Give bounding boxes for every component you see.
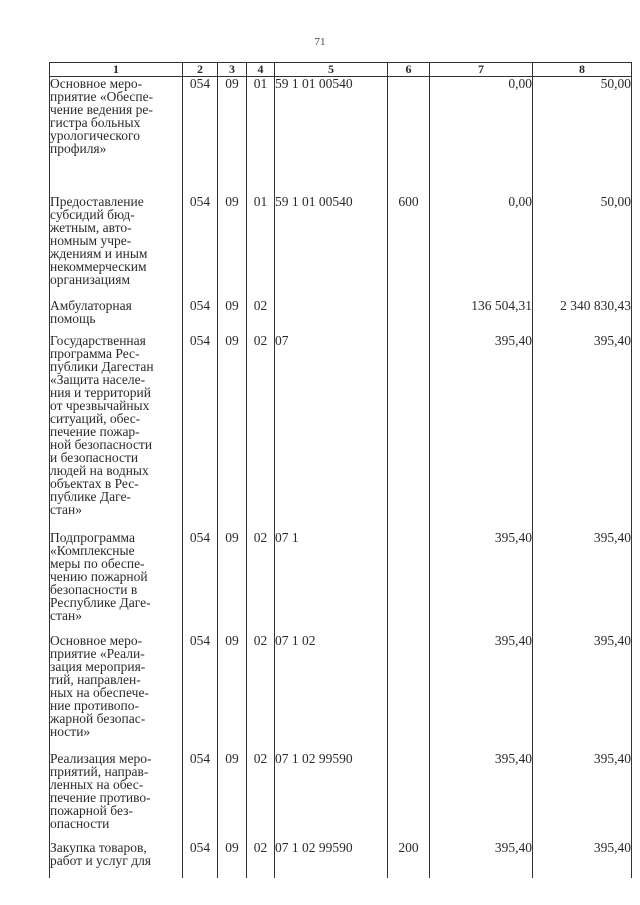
cell-expense-type [388,334,430,531]
cell-expense-type: 600 [388,195,430,299]
row-name-line: публики Дагестан [50,358,154,374]
row-name-line: чение ведения ре- [50,102,153,117]
row-name-line: публике Даге- [50,488,131,504]
cell-amount-8: 395,40 [533,634,632,752]
table-row [50,299,632,334]
row-name-line: Основное меро- [50,632,143,648]
table-row [50,531,632,634]
row-name-line: ности» [50,723,91,739]
row-name-line: ленных на обес- [50,776,144,792]
cell-subsection: 02 [247,634,275,752]
cell-amount-7: 0,00 [430,195,533,299]
cell-target-article: 07 1 [275,531,388,634]
cell-section: 09 [218,195,247,299]
row-name [50,195,183,299]
row-name-line: печение пожар- [50,423,140,439]
budget-table [49,62,632,878]
row-name [50,77,183,195]
cell-section: 09 [218,77,247,195]
cell-subsection: 02 [247,841,275,878]
row-name-line: ных на обеспече- [50,684,149,700]
cell-ministry-code: 054 [183,634,218,752]
cell-amount-7: 395,40 [430,841,533,878]
cell-ministry-code: 054 [183,77,218,195]
cell-target-article [275,299,388,334]
row-name-line: зация мероприя- [50,658,146,674]
row-name-line: от чрезвычайных [50,397,150,413]
row-name [50,841,183,878]
cell-target-article: 07 1 02 99590 [275,841,388,878]
cell-target-article: 07 1 02 99590 [275,752,388,841]
row-name-line: программа Рес- [50,345,140,361]
cell-subsection: 02 [247,299,275,334]
table-row [50,334,632,531]
row-name-line: и безопасности [50,449,139,465]
row-name-line: опасности [50,815,110,831]
cell-expense-type [388,634,430,752]
row-name-line: организациям [50,271,131,287]
cell-amount-8: 2 340 830,43 [533,299,632,334]
cell-amount-8: 50,00 [533,195,632,299]
row-name-line: жарной безопас- [50,710,146,726]
row-name-line: некоммерческим [50,258,147,274]
row-name-line: помощь [50,310,96,326]
row-name-line: субсидий бюд- [50,206,135,222]
column-header: 2 [183,63,218,77]
cell-ministry-code: 054 [183,195,218,299]
cell-section: 09 [218,531,247,634]
table-header-row [50,63,632,77]
row-name [50,752,183,841]
cell-ministry-code: 054 [183,299,218,334]
table-row [50,634,632,752]
cell-amount-7: 395,40 [430,634,533,752]
row-name-line: гистра больных [50,115,141,130]
row-name-line: тий, направлен- [50,671,141,687]
column-header: 1 [50,63,183,77]
cell-amount-7: 395,40 [430,752,533,841]
row-name-line: жетным, авто- [50,219,132,235]
cell-amount-7: 395,40 [430,531,533,634]
column-header: 4 [247,63,275,77]
row-name-line: Реализация меро- [50,750,152,766]
cell-amount-7: 0,00 [430,77,533,195]
cell-subsection: 01 [247,195,275,299]
row-name-line: ной безопасности [50,436,153,452]
cell-expense-type [388,299,430,334]
row-name-line: профиля» [50,141,107,156]
row-name-line: Амбулаторная [50,297,132,313]
row-name-line: работ и услуг для [50,852,152,868]
row-name-line: приятие «Обеспе- [50,89,154,104]
cell-expense-type [388,531,430,634]
row-name-line: людей на водных [50,462,149,478]
row-name-line: ние противопо- [50,697,139,713]
cell-subsection: 02 [247,531,275,634]
row-name-line: печение противо- [50,789,151,805]
cell-section: 09 [218,841,247,878]
row-name [50,531,183,634]
cell-amount-8: 395,40 [533,752,632,841]
row-name-line: Республике Даге- [50,594,151,610]
column-header: 7 [430,63,533,77]
row-name [50,634,183,752]
row-name-line: Государственная [50,332,146,348]
row-name-line: «Защита населе- [50,371,146,387]
table-row [50,195,632,299]
table-row [50,77,632,195]
column-header: 6 [388,63,430,77]
row-name-line: стан» [50,607,83,623]
cell-ministry-code: 054 [183,531,218,634]
cell-section: 09 [218,299,247,334]
column-header: 3 [218,63,247,77]
cell-expense-type: 200 [388,841,430,878]
row-name-line: чению пожарной [50,568,148,584]
row-name-line: «Комплексные [50,542,135,558]
row-name-line: приятие «Реали- [50,645,145,661]
cell-amount-8: 395,40 [533,334,632,531]
cell-subsection: 02 [247,752,275,841]
cell-ministry-code: 054 [183,334,218,531]
cell-amount-8: 395,40 [533,841,632,878]
row-name-line: Основное меро- [50,76,143,91]
column-header: 8 [533,63,632,77]
cell-amount-7: 136 504,31 [430,299,533,334]
row-name [50,334,183,531]
cell-ministry-code: 054 [183,841,218,878]
row-name-line: ния и территорий [50,384,151,400]
cell-amount-8: 50,00 [533,77,632,195]
cell-section: 09 [218,334,247,531]
cell-amount-7: 395,40 [430,334,533,531]
cell-section: 09 [218,634,247,752]
row-name-line: номным учре- [50,232,132,248]
row-name [50,299,183,334]
cell-ministry-code: 054 [183,752,218,841]
row-name-line: безопасности в [50,581,138,597]
table-row [50,841,632,878]
cell-expense-type [388,77,430,195]
row-name-line: ситуаций, обес- [50,410,141,426]
row-name-line: меры по обеспе- [50,555,145,571]
cell-target-article: 07 1 02 [275,634,388,752]
cell-target-article: 07 [275,334,388,531]
column-header: 5 [275,63,388,77]
cell-subsection: 02 [247,334,275,531]
cell-expense-type [388,752,430,841]
table-row [50,752,632,841]
row-name-line: приятий, направ- [50,763,149,779]
page-number: 71 [314,36,326,48]
row-name-line: урологического [50,128,141,143]
row-name-line: Подпрограмма [50,529,135,545]
row-name-line: пожарной без- [50,802,133,818]
cell-target-article: 59 1 01 00540 [275,195,388,299]
cell-amount-8: 395,40 [533,531,632,634]
cell-subsection: 01 [247,77,275,195]
row-name-line: Закупка товаров, [50,839,147,855]
table-body [50,77,632,878]
row-name-line: ждениям и иным [50,245,148,261]
row-name-line: Предоставление [50,193,144,209]
cell-target-article: 59 1 01 00540 [275,77,388,195]
row-name-line: стан» [50,501,83,517]
cell-section: 09 [218,752,247,841]
row-name-line: объектах в Рес- [50,475,139,491]
